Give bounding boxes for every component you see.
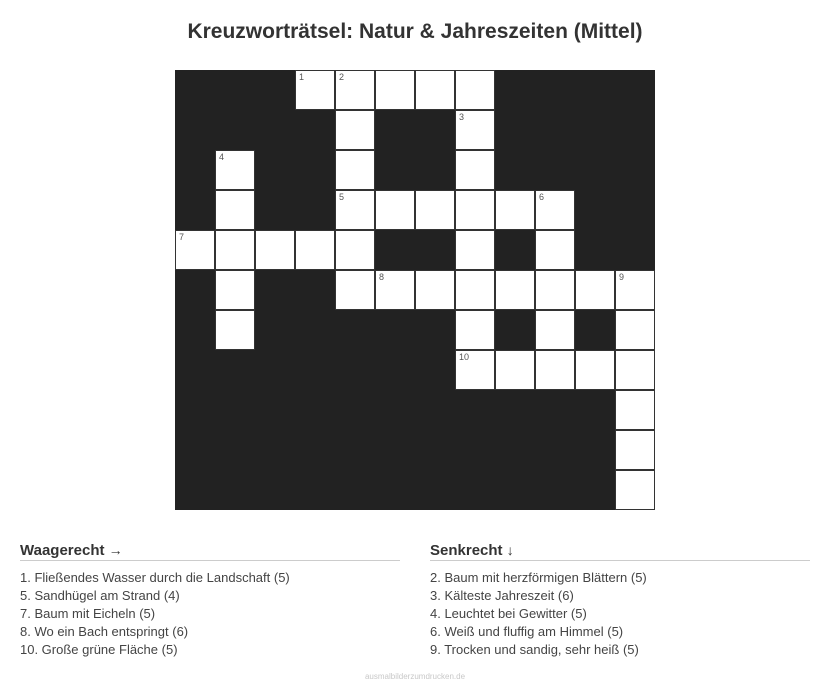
cell-number: 8	[379, 272, 385, 282]
crossword-cell[interactable]	[215, 270, 255, 310]
cell-number: 9	[619, 272, 625, 282]
blocked-cell	[375, 390, 415, 430]
blocked-cell	[175, 190, 215, 230]
crossword-cell[interactable]	[335, 70, 375, 110]
crossword-cell[interactable]	[615, 310, 655, 350]
crossword-grid	[175, 70, 655, 510]
crossword-cell[interactable]	[535, 350, 575, 390]
blocked-cell	[535, 430, 575, 470]
blocked-cell	[295, 350, 335, 390]
blocked-cell	[575, 390, 615, 430]
crossword-cell[interactable]	[575, 350, 615, 390]
crossword-cell[interactable]	[455, 190, 495, 230]
blocked-cell	[375, 110, 415, 150]
blocked-cell	[255, 470, 295, 510]
crossword-cell[interactable]	[615, 470, 655, 510]
down-arrow-icon: ↓	[506, 542, 514, 558]
crossword-cell[interactable]	[455, 270, 495, 310]
across-heading-label: Waagerecht	[20, 542, 105, 559]
crossword-cell[interactable]	[535, 190, 575, 230]
blocked-cell	[415, 430, 455, 470]
blocked-cell	[455, 390, 495, 430]
blocked-cell	[575, 190, 615, 230]
crossword-cell[interactable]	[335, 110, 375, 150]
crossword-cell[interactable]	[415, 190, 455, 230]
blocked-cell	[255, 270, 295, 310]
down-clue: 2. Baum mit herzförmigen Blättern (5)	[430, 570, 647, 585]
crossword-cell[interactable]	[255, 230, 295, 270]
crossword-cell[interactable]	[295, 70, 335, 110]
blocked-cell	[175, 150, 215, 190]
blocked-cell	[415, 390, 455, 430]
blocked-cell	[415, 470, 455, 510]
blocked-cell	[535, 150, 575, 190]
crossword-cell[interactable]	[335, 230, 375, 270]
crossword-cell[interactable]	[375, 190, 415, 230]
blocked-cell	[255, 310, 295, 350]
blocked-cell	[495, 110, 535, 150]
crossword-cell[interactable]	[215, 190, 255, 230]
crossword-cell[interactable]	[535, 310, 575, 350]
blocked-cell	[175, 430, 215, 470]
crossword-cell[interactable]	[615, 270, 655, 310]
blocked-cell	[295, 270, 335, 310]
blocked-cell	[215, 430, 255, 470]
blocked-cell	[335, 390, 375, 430]
across-clue: 10. Große grüne Fläche (5)	[20, 642, 178, 657]
blocked-cell	[255, 70, 295, 110]
blocked-cell	[375, 470, 415, 510]
blocked-cell	[495, 230, 535, 270]
blocked-cell	[495, 310, 535, 350]
blocked-cell	[575, 230, 615, 270]
crossword-cell[interactable]	[215, 310, 255, 350]
crossword-cell[interactable]	[615, 430, 655, 470]
blocked-cell	[535, 470, 575, 510]
blocked-cell	[495, 470, 535, 510]
blocked-cell	[375, 430, 415, 470]
cell-number: 3	[459, 112, 465, 122]
crossword-cell[interactable]	[215, 150, 255, 190]
blocked-cell	[175, 470, 215, 510]
down-heading	[430, 542, 810, 561]
blocked-cell	[615, 150, 655, 190]
blocked-cell	[495, 70, 535, 110]
blocked-cell	[295, 310, 335, 350]
blocked-cell	[495, 430, 535, 470]
crossword-cell[interactable]	[455, 310, 495, 350]
blocked-cell	[295, 190, 335, 230]
blocked-cell	[295, 470, 335, 510]
crossword-cell[interactable]	[455, 350, 495, 390]
blocked-cell	[575, 110, 615, 150]
crossword-cell[interactable]	[615, 350, 655, 390]
crossword-cell[interactable]	[455, 70, 495, 110]
crossword-cell[interactable]	[415, 70, 455, 110]
blocked-cell	[575, 150, 615, 190]
blocked-cell	[615, 190, 655, 230]
blocked-cell	[215, 70, 255, 110]
blocked-cell	[575, 430, 615, 470]
blocked-cell	[255, 390, 295, 430]
blocked-cell	[295, 110, 335, 150]
blocked-cell	[415, 150, 455, 190]
blocked-cell	[615, 230, 655, 270]
crossword-cell[interactable]	[615, 390, 655, 430]
cell-number: 5	[339, 192, 345, 202]
crossword-cell[interactable]	[495, 270, 535, 310]
crossword-cell[interactable]	[495, 350, 535, 390]
blocked-cell	[295, 390, 335, 430]
blocked-cell	[295, 430, 335, 470]
blocked-cell	[335, 350, 375, 390]
footer-watermark: ausmalbilderzumdrucken.de	[364, 672, 466, 681]
cell-number: 1	[299, 72, 305, 82]
blocked-cell	[415, 110, 455, 150]
blocked-cell	[455, 430, 495, 470]
crossword-cell[interactable]	[535, 270, 575, 310]
blocked-cell	[495, 150, 535, 190]
down-clue: 3. Kälteste Jahreszeit (6)	[430, 588, 574, 603]
crossword-cell[interactable]	[335, 270, 375, 310]
blocked-cell	[175, 350, 215, 390]
blocked-cell	[615, 110, 655, 150]
crossword-cell[interactable]	[295, 230, 335, 270]
blocked-cell	[415, 310, 455, 350]
blocked-cell	[175, 270, 215, 310]
crossword-cell[interactable]	[335, 190, 375, 230]
across-clue: 5. Sandhügel am Strand (4)	[20, 588, 180, 603]
cell-number: 7	[179, 232, 185, 242]
crossword-cell[interactable]	[215, 230, 255, 270]
cell-number: 10	[459, 352, 470, 362]
across-clue: 8. Wo ein Bach entspringt (6)	[20, 624, 189, 639]
blocked-cell	[535, 70, 575, 110]
blocked-cell	[255, 190, 295, 230]
crossword-cell[interactable]	[455, 230, 495, 270]
blocked-cell	[615, 70, 655, 110]
blocked-cell	[335, 430, 375, 470]
across-clue: 1. Fließendes Wasser durch die Landschaft (5)	[20, 570, 290, 585]
crossword-cell[interactable]	[535, 230, 575, 270]
blocked-cell	[175, 310, 215, 350]
blocked-cell	[335, 470, 375, 510]
cell-number: 4	[219, 152, 225, 162]
crossword-cell[interactable]	[415, 270, 455, 310]
down-clue: 9. Trocken und sandig, sehr heiß (5)	[430, 642, 639, 657]
down-clue: 6. Weiß und fluffig am Himmel (5)	[430, 624, 624, 639]
blocked-cell	[215, 350, 255, 390]
blocked-cell	[535, 110, 575, 150]
blocked-cell	[575, 470, 615, 510]
blocked-cell	[175, 70, 215, 110]
crossword-cell[interactable]	[455, 150, 495, 190]
crossword-cell[interactable]	[455, 110, 495, 150]
across-clue-list	[20, 569, 400, 659]
blocked-cell	[335, 310, 375, 350]
crossword-cell[interactable]	[175, 230, 215, 270]
blocked-cell	[375, 310, 415, 350]
blocked-cell	[175, 390, 215, 430]
down-clue-list	[430, 569, 810, 659]
page-title: Kreuzworträtsel: Natur & Jahreszeiten (Mittel)	[187, 20, 643, 43]
across-clue: 7. Baum mit Eicheln (5)	[20, 606, 156, 621]
blocked-cell	[575, 310, 615, 350]
blocked-cell	[495, 390, 535, 430]
blocked-cell	[215, 390, 255, 430]
blocked-cell	[415, 350, 455, 390]
down-heading-label: Senkrecht	[430, 542, 503, 559]
crossword-cell[interactable]	[575, 270, 615, 310]
down-clue: 4. Leuchtet bei Gewitter (5)	[430, 606, 587, 621]
blocked-cell	[415, 230, 455, 270]
crossword-cell[interactable]	[375, 70, 415, 110]
blocked-cell	[175, 110, 215, 150]
blocked-cell	[295, 150, 335, 190]
blocked-cell	[575, 70, 615, 110]
blocked-cell	[215, 110, 255, 150]
crossword-cell[interactable]	[375, 270, 415, 310]
blocked-cell	[255, 150, 295, 190]
across-heading	[20, 542, 400, 561]
right-arrow-icon: →	[108, 542, 123, 558]
blocked-cell	[255, 350, 295, 390]
blocked-cell	[255, 430, 295, 470]
blocked-cell	[375, 350, 415, 390]
blocked-cell	[255, 110, 295, 150]
blocked-cell	[535, 390, 575, 430]
crossword-cell[interactable]	[495, 190, 535, 230]
across-clues-section	[20, 542, 400, 659]
blocked-cell	[375, 150, 415, 190]
down-clues-section	[430, 542, 810, 659]
blocked-cell	[375, 230, 415, 270]
blocked-cell	[455, 470, 495, 510]
cell-number: 2	[339, 72, 345, 82]
blocked-cell	[215, 470, 255, 510]
cell-number: 6	[539, 192, 545, 202]
crossword-cell[interactable]	[335, 150, 375, 190]
